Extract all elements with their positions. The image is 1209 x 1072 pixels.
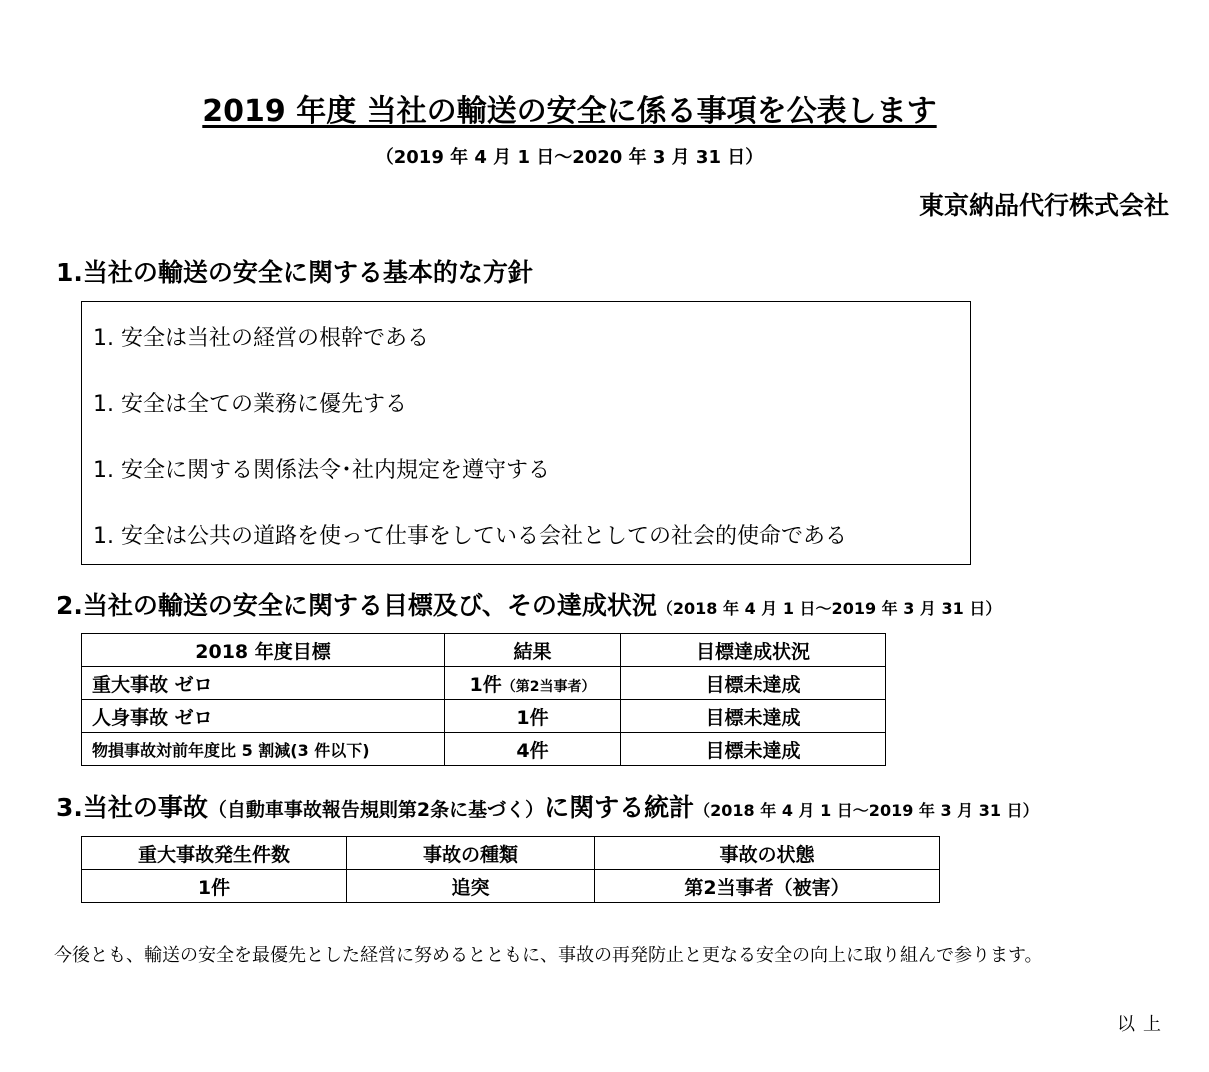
table-header: 結果 — [445, 634, 621, 667]
page-title: 2019 年度 当社の輸送の安全に係る事項を公表します — [202, 94, 937, 129]
table-header-row — [82, 634, 886, 667]
section2-heading: 2.当社の輸送の安全に関する目標及び、その達成状況（2018 年 4 月 1 日～2019 年 3 月 31 日） — [56, 591, 1002, 620]
result-cell: 4件 — [445, 733, 621, 766]
table-row — [82, 870, 940, 903]
section3-heading: 3.当社の事故（自動車事故報告規則第2条に基づく）に関する統計（2018 年 4 月 1 日～2019 年 3 月 31 日） — [56, 793, 1039, 822]
status-cell: 目標未達成 — [621, 733, 886, 766]
table-header: 事故の状態 — [595, 837, 940, 870]
company-name: 東京納品代行株式会社 — [918, 191, 1169, 220]
status-cell: 目標未達成 — [621, 667, 886, 700]
table-header: 目標達成状況 — [621, 634, 886, 667]
table-row — [82, 667, 886, 700]
table-header-row — [82, 837, 940, 870]
policy-item: 1. 安全は公共の道路を使って仕事をしている会社としての社会的使命である — [93, 524, 847, 549]
section2-period: （2018 年 4 月 1 日～2019 年 3 月 31 日） — [656, 599, 1002, 618]
goals-table — [81, 633, 886, 766]
table-row — [82, 700, 886, 733]
policy-box — [81, 301, 971, 565]
table-header: 2018 年度目標 — [82, 634, 445, 667]
accident-count-cell: 1件 — [82, 870, 347, 903]
accident-stats-table — [81, 836, 940, 903]
result-cell: 1件（第2当事者） — [445, 667, 621, 700]
goal-cell: 物損事故対前年度比 5 割減(3 件以下) — [82, 733, 445, 766]
goal-cell: 重大事故 ゼロ — [82, 667, 445, 700]
policy-item: 1. 安全は当社の経営の根幹である — [93, 326, 429, 351]
accident-type-cell: 追突 — [347, 870, 595, 903]
closing-statement: 今後とも、輸送の安全を最優先とした経営に努めるとともに、事故の再発防止と更なる安全の向上に取り組んで参ります。 — [54, 945, 1043, 966]
table-row — [82, 733, 886, 766]
report-period: （2019 年 4 月 1 日～2020 年 3 月 31 日） — [375, 147, 764, 168]
section1-heading: 1.当社の輸送の安全に関する基本的な方針 — [56, 258, 533, 287]
status-cell: 目標未達成 — [621, 700, 886, 733]
result-cell: 1件 — [445, 700, 621, 733]
table-header: 重大事故発生件数 — [82, 837, 347, 870]
accident-status-cell: 第2当事者（被害） — [595, 870, 940, 903]
end-mark: 以上 — [1117, 1014, 1169, 1035]
section3-period: （2018 年 4 月 1 日～2019 年 3 月 31 日） — [694, 801, 1039, 820]
policy-item: 1. 安全に関する関係法令･社内規定を遵守する — [93, 458, 550, 483]
policy-item: 1. 安全は全ての業務に優先する — [93, 392, 407, 417]
goal-cell: 人身事故 ゼロ — [82, 700, 445, 733]
table-header: 事故の種類 — [347, 837, 595, 870]
